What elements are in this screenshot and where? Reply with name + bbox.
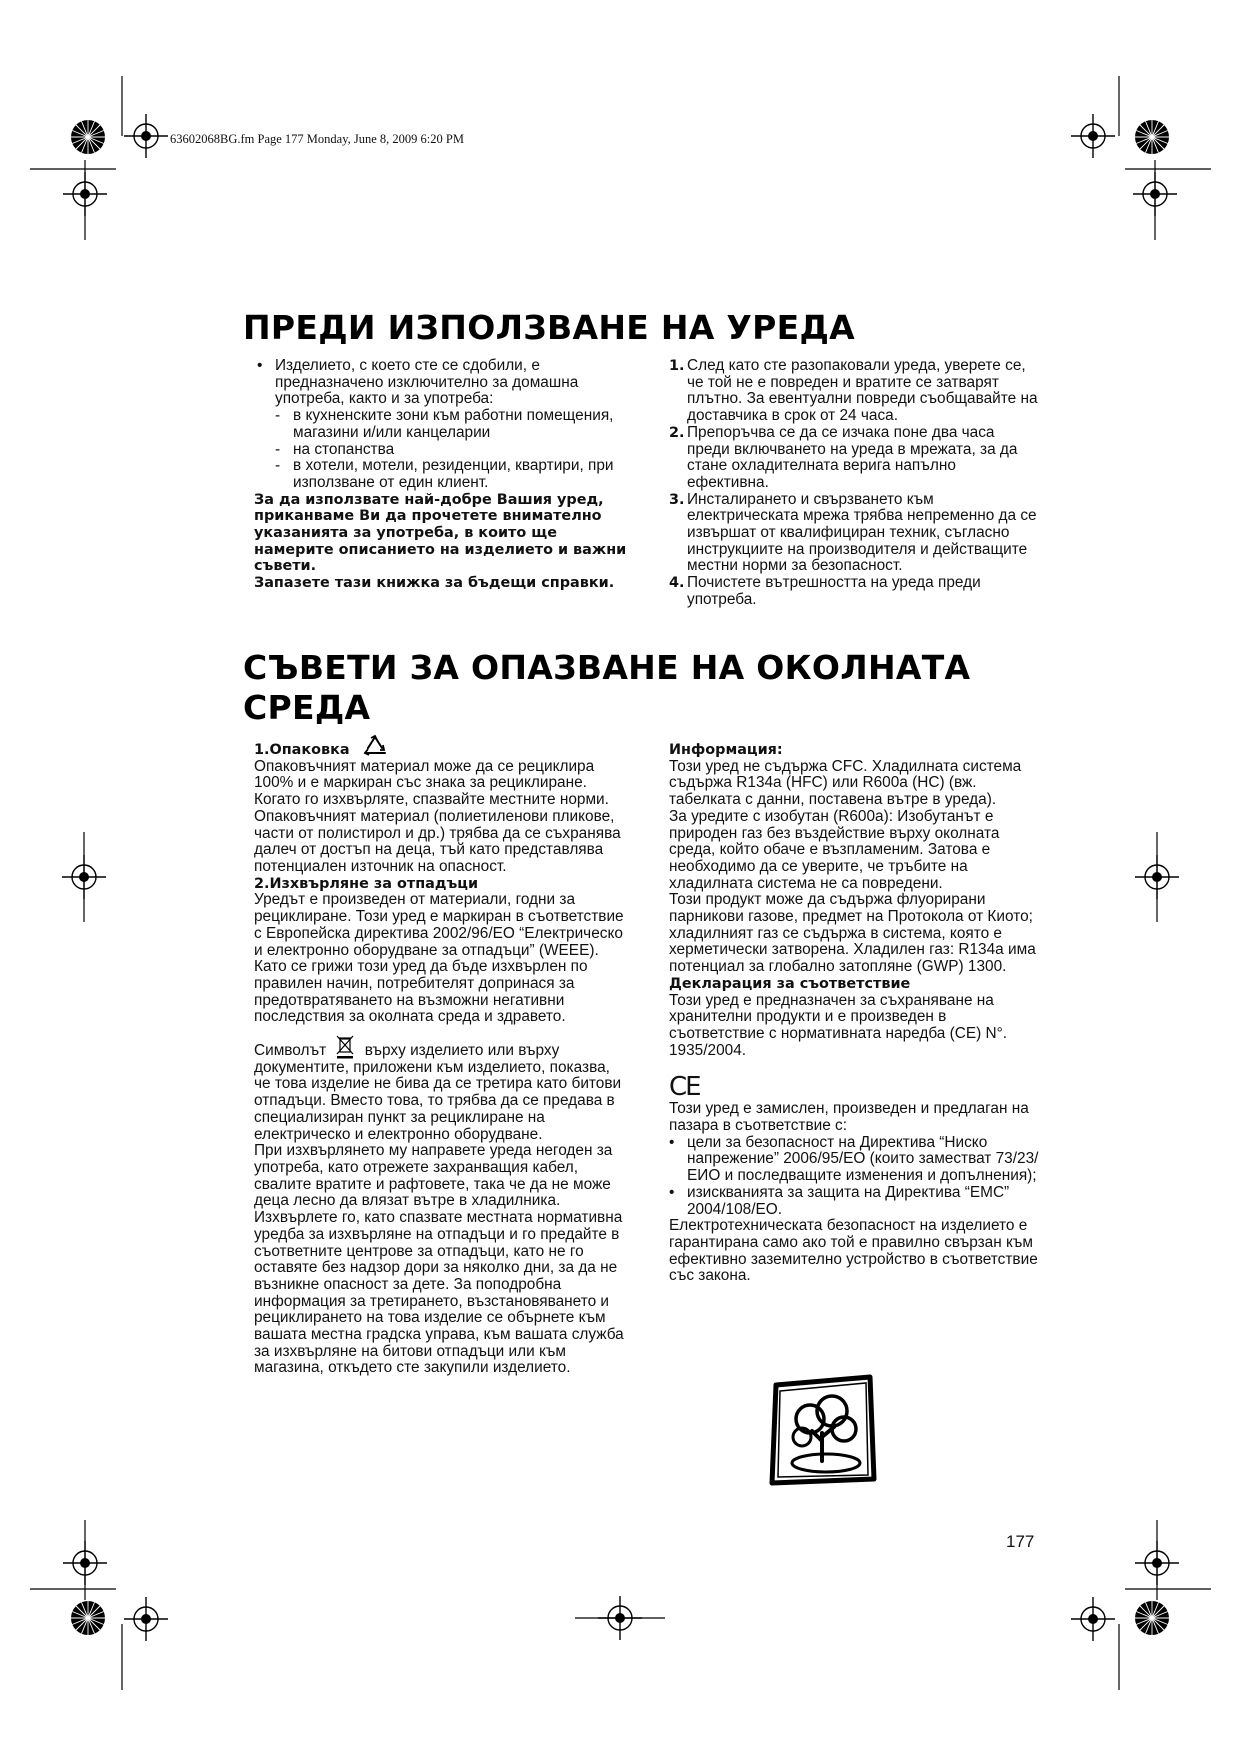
recycle-icon	[360, 734, 390, 758]
info-paragraph-1: Този уред не съдържа CFC. Хладилната система съдържа R134a (HFC) или R600a (HC) (вж. табелката с данни, поставена вътре в уреда).	[669, 757, 1022, 809]
packaging-heading: 1.Опаковка	[254, 742, 626, 759]
list-item: 4. Почистете вътрешността на уреда преди употреба.	[669, 574, 981, 608]
section1-left-column	[254, 357, 641, 592]
disposal-paragraph-4: Изхвърлете го, като спазвате местната нормативна уредба за изхвърляне на отпадъци и го предайте в съответните центрове за отпадъци, като не го оставяте без надзор дори за няколко дни, за да не възникне опасност за дете. За поподробна информация за третирането, възстановяването и рециклирането на това изделие се обърнете към вашата местна градска управа, към вашата служба за изхвърляне на битови отпадъци или към магазина, откъдето сте закупили изделието.	[254, 1209, 624, 1377]
disposal-paragraph-1: Уредът е произведен от материали, годни за рециклиране. Този уред е маркиран в съответствие с Европейска директива 2002/96/ЕО “Електрическо и електронно оборудване за отпадъци” (WEEE). Като се грижи този уред да бъде изхвърлен по правилен начин, потребителят допринася за предотвратяването на възможни негативни последствия за околната среда и здравето.	[254, 891, 624, 1026]
usage-dash-list	[257, 408, 641, 492]
list-item: 3. Инсталирането и свързването към електрическата мрежа трябва непременно да се извършат от квалифициран техник, съгласно инструкциите на производителя и действащите местни норми за безопасност.	[669, 490, 1037, 575]
keep-booklet-note: Запазете тази книжка за бъдещи справки.	[254, 575, 615, 592]
file-header-line: 63602068BG.fm Page 177 Monday, June 8, 2009 6:20 PM	[170, 132, 464, 146]
list-item: - в хотели, мотели, резиденции, квартири, при използване от един клиент.	[257, 458, 641, 491]
usage-intro: • Изделието, с което сте се сдобили, е предназначено изключително за домашна употреба, както и за употреба: - в кухненските зони към работни помещения, магазини и/или канцеларии - на стопанства - в хотели, мотели, резиденции, квартири, при използване от един клиент.	[257, 358, 641, 492]
list-item: 2. Препоръчва се да се изчака поне два часа преди включването на уреда в мрежата, за да стане охладителната верига напълно ефективна.	[669, 423, 1018, 491]
section2-right-column	[669, 742, 1041, 1285]
section2-left-column	[254, 742, 626, 1377]
list-item: 1. След като сте разопаковали уреда, уверете се, че той не е повреден и вратите се затварят плътно. За евентуални повреди съобщавайте на доставчика в срок от 24 часа.	[669, 357, 1038, 425]
section-title-environment	[243, 648, 970, 728]
directive-list	[669, 1135, 1041, 1219]
ce-mark: CE	[669, 1072, 700, 1103]
environment-tree-logo	[766, 1371, 882, 1489]
list-item: • цели за безопасност на Директива “Ниско напрежение” 2006/95/ЕО (които заместват 73/23/ЕИО и последващите изменения и допълнения);	[669, 1135, 1041, 1185]
section-title-line2: СРЕДА	[243, 688, 371, 727]
weee-symbol-paragraph: Символът върху изделието или върху документите, приложени към изделието, показва, че това изделие не бива да се третира като битови отпадъци. Вместо това, то трябва да се предава в специализиран пункт за рециклиране на електрическо и електронно оборудване.	[254, 1043, 626, 1143]
disposal-heading: 2.Изхвърляне за отпадъци	[254, 875, 479, 892]
declaration-heading: Декларация за съответствие	[669, 975, 911, 992]
declaration-paragraph-2: Този уред е замислен, произведен и предлаган на пазара в съответствие с:	[669, 1100, 1029, 1135]
list-item: • изискванията за защита на Директива “EMC” 2004/108/ЕО.	[669, 1185, 1041, 1218]
section-title-line1: СЪВЕТИ ЗА ОПАЗВАНЕ НА ОКОЛНАТА	[243, 648, 971, 687]
declaration-paragraph-1: Този уред е предназначен за съхраняване на хранителни продукти и е произведен в съответствие с нормативната наредба (CE) N°. 1935/2004.	[669, 991, 1008, 1059]
packaging-paragraph-1: Опаковъчният материал може да се рециклира 100% и е маркиран със знака за рециклиране.	[254, 757, 595, 792]
info-paragraph-2: За уредите с изобутан (R600a): Изобутанът е природен газ без въздействие върху околната среда, който обаче е възпламеним. Затова е необходимо да се уверите, че тръбите на хладилната система не са повредени.	[669, 807, 1000, 892]
list-item: - на стопанства	[257, 442, 641, 459]
section-title-before-use: ПРЕДИ ИЗПОЛЗВАНЕ НА УРЕДА	[243, 308, 856, 347]
usage-list	[257, 358, 641, 492]
declaration-paragraph-3: Електротехническата безопасност на изделието е гарантирана само ако той е правилно свързан към ефективно заземително устройство в съответствие със закона.	[669, 1217, 1038, 1285]
crossed-bin-icon	[334, 1033, 356, 1059]
packaging-paragraph-2: Когато го изхвърляте, спазвайте местните норми. Опаковъчният материал (полиетиленови пликове, части от полистирол и др.) трябва да се съхранява далеч от достъп на деца, тъй като представлява потенциален източник на опасност.	[254, 791, 621, 875]
disposal-paragraph-3: При изхвърлянето му направете уреда негоден за употреба, като отрежете захранващия кабел, свалите вратите и рафтовете, така че да не може деца лесно да влязат вътре в хладилника.	[254, 1142, 613, 1210]
installation-steps	[669, 358, 1041, 609]
info-heading: Информация:	[669, 742, 783, 758]
section1-right-column	[669, 358, 1041, 609]
list-item: - в кухненските зони към работни помещения, магазини и/или канцеларии	[257, 408, 641, 441]
info-paragraph-3: Този продукт може да съдържа флуорирани парникови газове, предмет на Протокола от Киото; хладилният газ се съдържа в система, която е херметически затворена. Хладилен газ: R134a има потенциал за глобално затопляне (GWP) 1300.	[669, 891, 1036, 976]
page-number: 177	[1006, 1532, 1035, 1551]
read-instructions-note: За да използвате най-добре Вашия уред, приканваме Ви да прочетете внимателно указанията за употреба, в които ще намерите описанието на изделието и важни съвети.	[254, 491, 627, 575]
